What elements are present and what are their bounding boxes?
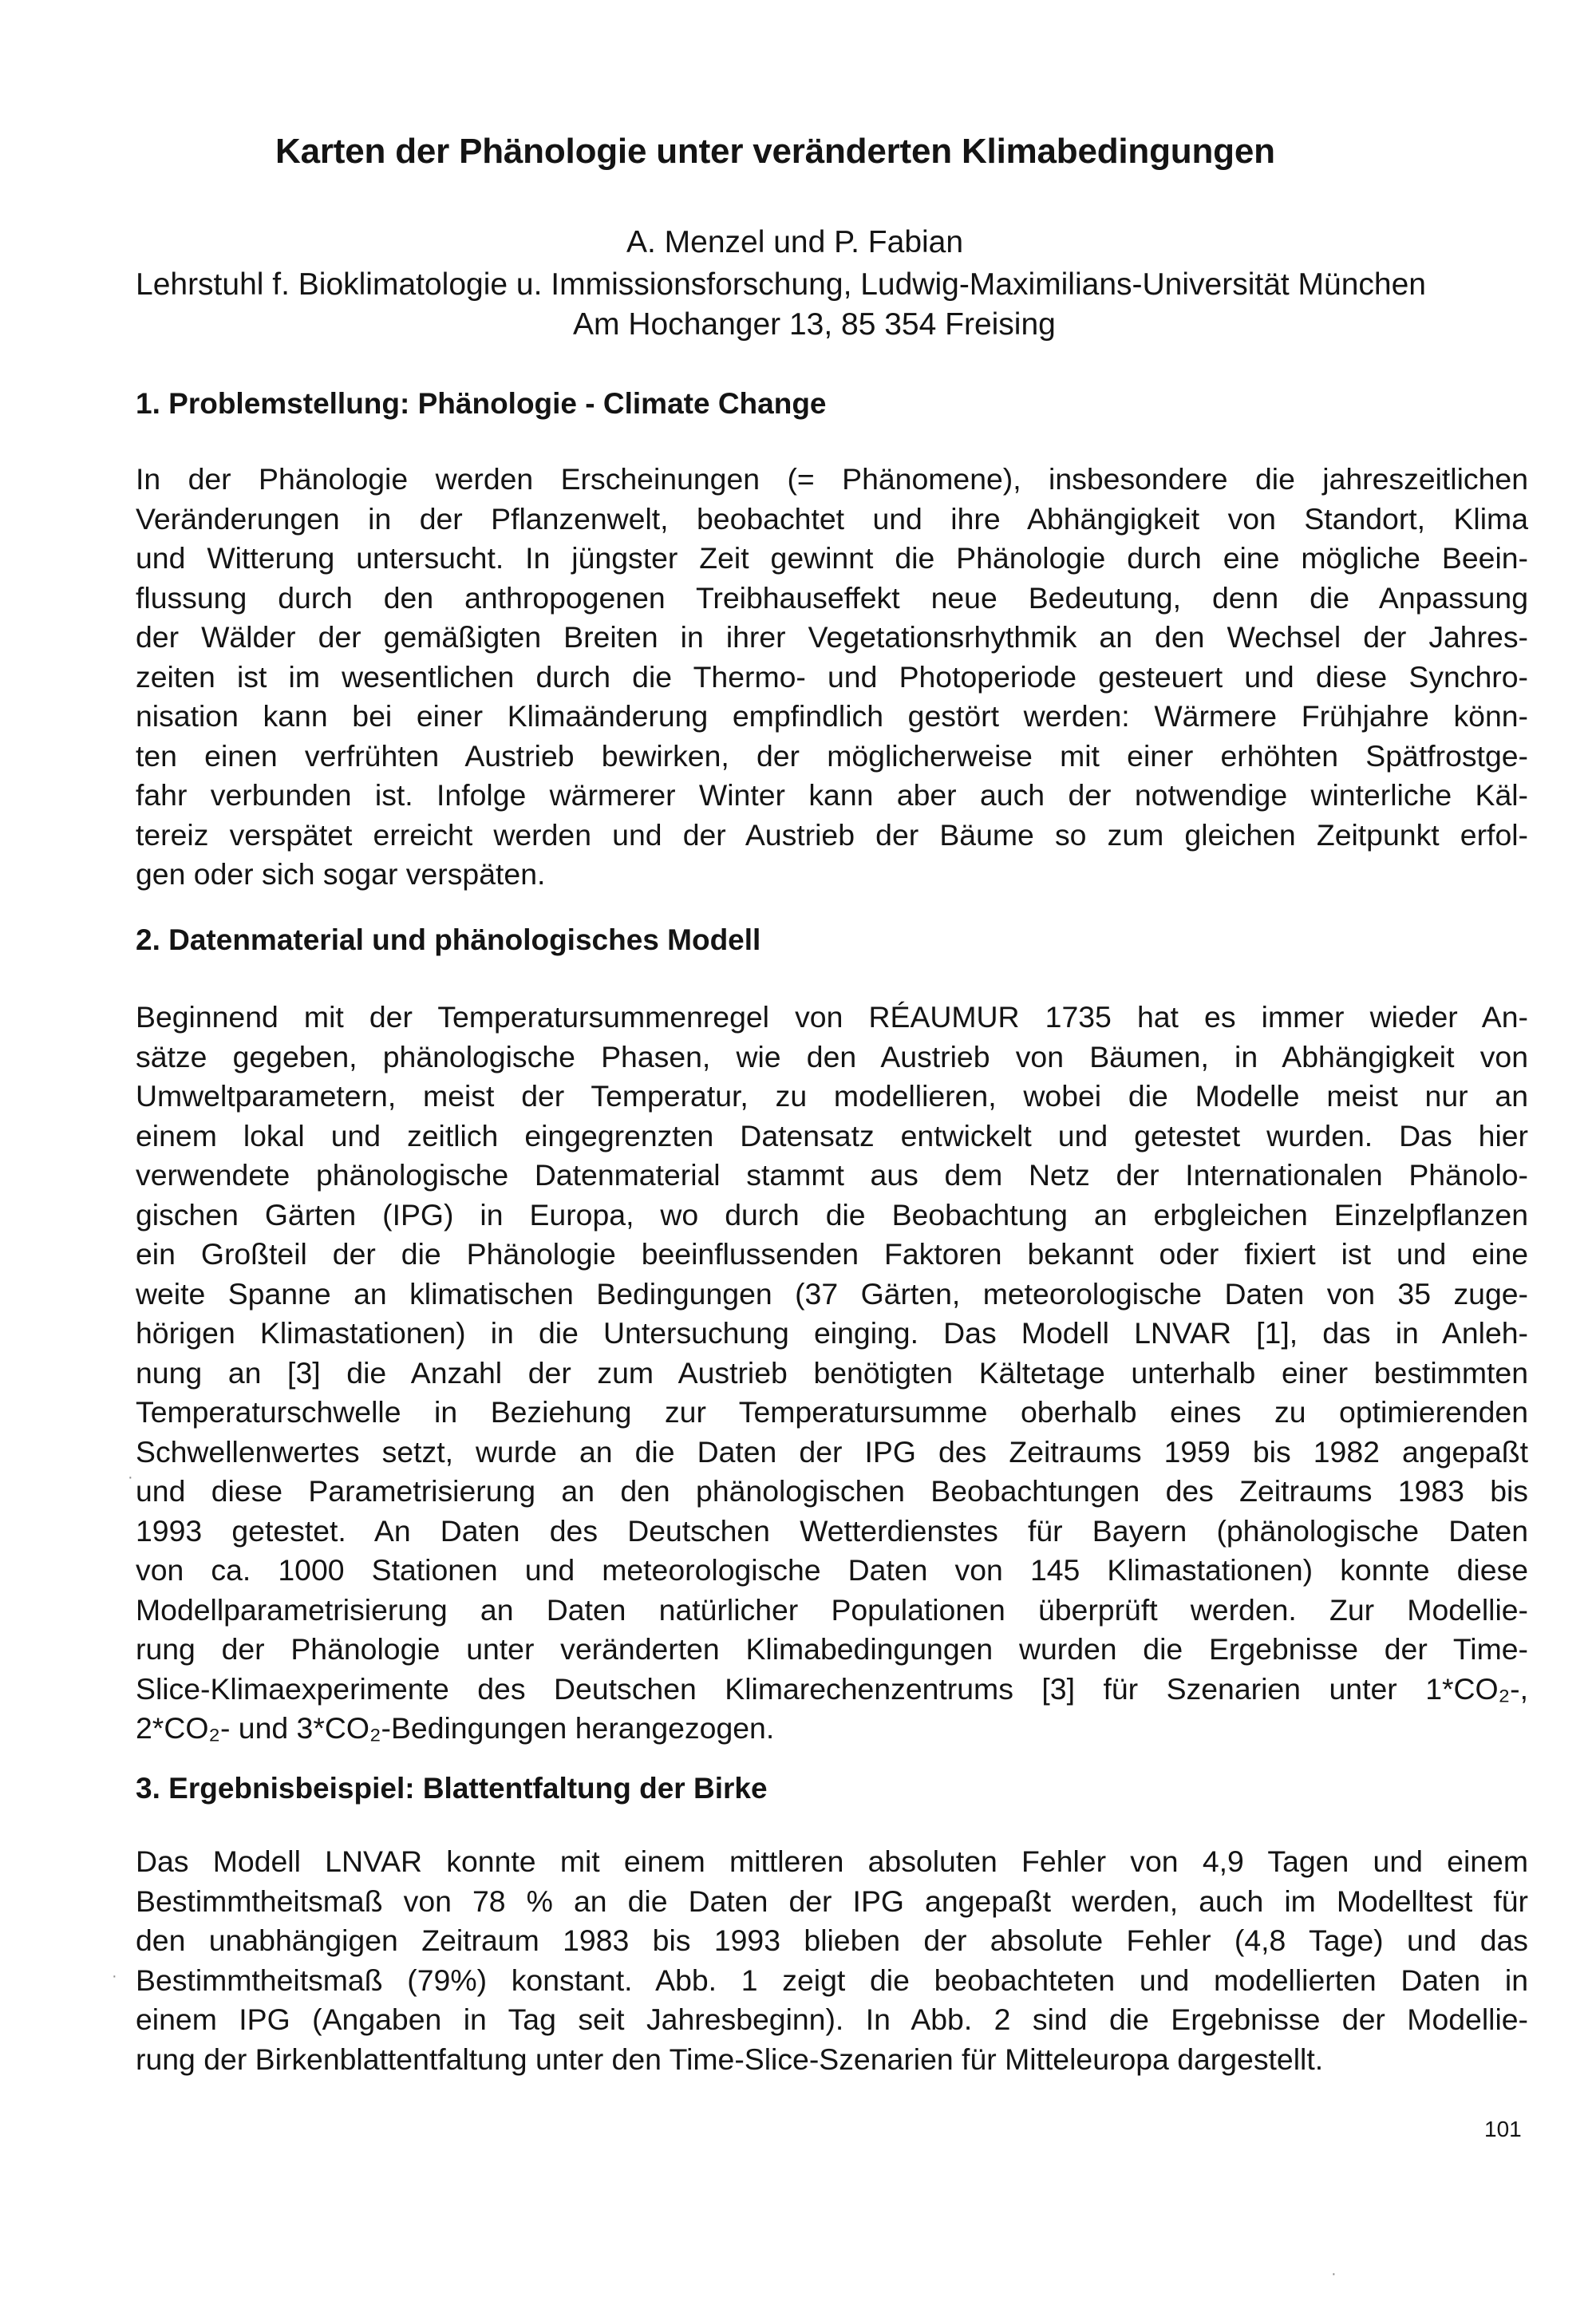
- paper-title: Karten der Phänologie unter veränderten Klimabedingungen: [275, 132, 1275, 171]
- text-line: gischen Gärten (IPG) in Europa, wo durch die Beobachtung an erbgleichen Einzelpflanzen: [136, 1197, 1528, 1232]
- text-line: weite Spanne an klimatischen Bedingungen (37 Gärten, meteorologische Daten von 35 zuge-: [136, 1276, 1528, 1311]
- text-line: ein Großteil der die Phänologie beeinflussenden Faktoren bekannt oder fixiert ist und eine: [136, 1237, 1528, 1271]
- text-line: Beginnend mit der Temperatursummenregel von RÉAUMUR 1735 hat es immer wieder An-: [136, 1000, 1528, 1034]
- text-line: Slice-Klimaexperimente des Deutschen Klimarechenzentrums [3] für Szenarien unter 1*CO₂-,: [136, 1671, 1528, 1706]
- text-line: den unabhängigen Zeitraum 1983 bis 1993 blieben der absolute Fehler (4,8 Tage) und das: [136, 1923, 1528, 1957]
- text-line: flussung durch den anthropogenen Treibhauseffekt neue Bedeutung, denn die Anpassung: [136, 580, 1528, 615]
- text-line: und diese Parametrisierung an den phänologischen Beobachtungen des Zeitraums 1983 bis: [136, 1474, 1528, 1508]
- text-line: Modellparametrisierung an Daten natürlicher Populationen überprüft werden. Zur Modellie-: [136, 1592, 1528, 1627]
- text-line: ten einen verfrühten Austrieb bewirken, der möglicherweise mit einer erhöhten Spätfrostge-: [136, 738, 1528, 773]
- text-line: Veränderungen in der Pflanzenwelt, beobachtet und ihre Abhängigkeit von Standort, Klima: [136, 501, 1528, 536]
- text-line: einem lokal und zeitlich eingegrenzten Datensatz entwickelt und getestet wurden. Das hier: [136, 1118, 1528, 1152]
- text-line: und Witterung untersucht. In jüngster Zeit gewinnt die Phänologie durch eine mögliche Beein-: [136, 541, 1528, 575]
- section-paragraph-2: [136, 998, 1528, 1749]
- text-line: Bestimmtheitsmaß von 78 % an die Daten der IPG angepaßt werden, auch im Modelltest für: [136, 1884, 1528, 1918]
- text-line: nisation kann bei einer Klimaänderung empfindlich gestört werden: Wärmere Frühjahre könn-: [136, 699, 1528, 733]
- scan-speck: ·: [112, 1967, 117, 1985]
- text-line: verwendete phänologische Datenmaterial stammt aus dem Netz der Internationalen Phänolo-: [136, 1158, 1528, 1192]
- text-line: rung der Birkenblattentfaltung unter den Time-Slice-Szenarien für Mitteleuropa dargestellt.: [136, 2042, 1324, 2076]
- text-line: einem IPG (Angaben in Tag seit Jahresbeginn). In Abb. 2 sind die Ergebnisse der Modellie-: [136, 2003, 1528, 2036]
- author-address: Am Hochanger 13, 85 354 Freising: [573, 307, 1056, 342]
- text-line: fahr verbunden ist. Infolge wärmerer Winter kann aber auch der notwendige winterliche Käl-: [136, 778, 1528, 812]
- scan-speck: ·: [128, 1469, 133, 1486]
- scan-speck: ·: [1331, 2265, 1337, 2283]
- page-number: 101: [1484, 2117, 1522, 2141]
- text-line: Das Modell LNVAR konnte mit einem mittleren absoluten Fehler von 4,9 Tagen und einem: [136, 1844, 1528, 1878]
- text-line: rung der Phänologie unter veränderten Klimabedingungen wurden die Ergebnisse der Time-: [136, 1632, 1528, 1666]
- section-paragraph-3: [136, 1842, 1528, 2079]
- text-line: nung an [3] die Anzahl der zum Austrieb benötigten Kältetage unterhalb einer bestimmten: [136, 1355, 1528, 1390]
- section-heading-2: 2. Datenmaterial und phänologisches Modell: [136, 923, 761, 956]
- section-heading-1: 1. Problemstellung: Phänologie - Climate Change: [136, 387, 827, 420]
- author-names: A. Menzel und P. Fabian: [626, 225, 964, 259]
- text-line: Umweltparametern, meist der Temperatur, zu modellieren, wobei die Modelle meist nur an: [136, 1079, 1528, 1113]
- text-line: gen oder sich sogar verspäten.: [136, 857, 546, 891]
- text-line: von ca. 1000 Stationen und meteorologische Daten von 145 Klimastationen) konnte diese: [136, 1553, 1528, 1587]
- text-line: In der Phänologie werden Erscheinungen (= Phänomene), insbesondere die jahreszeitlichen: [136, 462, 1528, 496]
- author-affiliation: Lehrstuhl f. Bioklimatologie u. Immissionsforschung, Ludwig-Maximilians-Universität München: [136, 267, 1426, 302]
- text-line: Schwellenwertes setzt, wurde an die Daten der IPG des Zeitraums 1959 bis 1982 angepaßt: [136, 1434, 1528, 1469]
- text-line: 2*CO₂- und 3*CO₂-Bedingungen herangezogen.: [136, 1711, 775, 1745]
- text-line: hörigen Klimastationen) in die Untersuchung einging. Das Modell LNVAR [1], das in Anleh-: [136, 1316, 1528, 1350]
- section-heading-3: 3. Ergebnisbeispiel: Blattentfaltung der Birke: [136, 1772, 768, 1805]
- text-line: Bestimmtheitsmaß (79%) konstant. Abb. 1 zeigt die beobachteten und modellierten Daten in: [136, 1963, 1528, 1997]
- text-line: Temperaturschwelle in Beziehung zur Temperatursumme oberhalb eines zu optimierenden: [136, 1395, 1528, 1429]
- text-line: tereiz verspätet erreicht werden und der Austrieb der Bäume so zum gleichen Zeitpunkt erfol-: [136, 817, 1528, 852]
- text-line: zeiten ist im wesentlichen durch die Thermo- und Photoperiode gesteuert und diese Synchro-: [136, 659, 1528, 694]
- text-line: 1993 getestet. An Daten des Deutschen Wetterdienstes für Bayern (phänologische Daten: [136, 1513, 1528, 1548]
- section-paragraph-1: [136, 460, 1528, 895]
- text-line: sätze gegeben, phänologische Phasen, wie den Austrieb von Bäumen, in Abhängigkeit von: [136, 1039, 1528, 1073]
- text-line: der Wälder der gemäßigten Breiten in ihrer Vegetationsrhythmik an den Wechsel der Jahres-: [136, 620, 1528, 654]
